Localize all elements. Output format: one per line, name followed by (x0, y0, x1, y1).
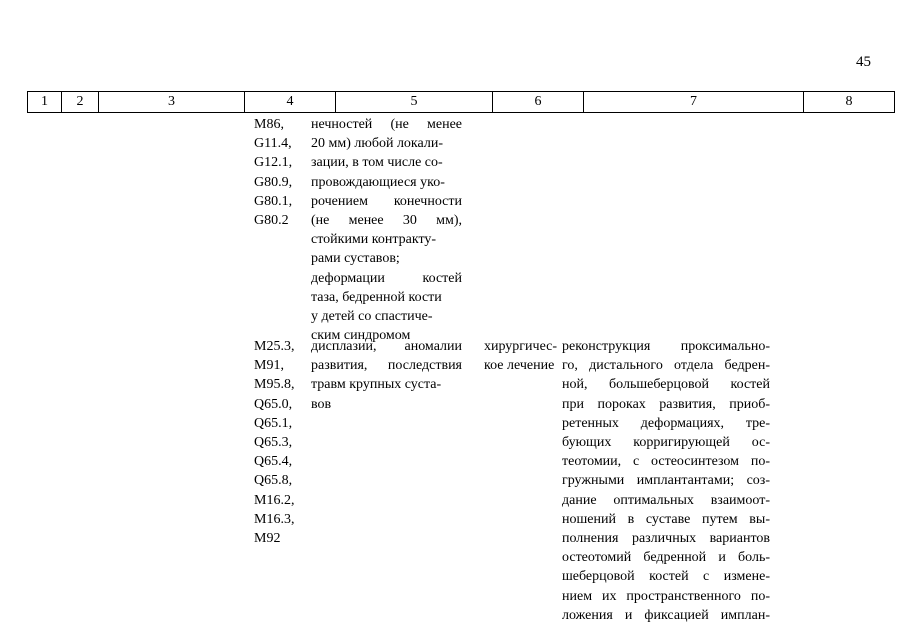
row2-method (562, 337, 770, 625)
page-number: 45 (856, 54, 871, 70)
description-line: у детей со спастиче- (311, 309, 433, 325)
column-header-2: 2 (62, 92, 99, 113)
treatment-line: кое лечение (484, 358, 555, 374)
description-line: развития, последствия (311, 358, 462, 374)
description-line: нечностей (не менее (311, 117, 462, 132)
column-header-8: 8 (804, 92, 895, 113)
column-header-6: 6 (493, 92, 584, 113)
description-line: деформации костей (311, 270, 462, 286)
method-line: ложения и фиксацией имплан- (562, 607, 770, 623)
description-line: рами суставов; (311, 251, 400, 267)
column-header-4: 4 (245, 92, 336, 113)
description-line: 20 мм) любой локали- (311, 136, 443, 152)
diagnosis-code: G80.2 (254, 213, 289, 229)
diagnosis-code: Q65.4, (254, 454, 293, 470)
diagnosis-code: M95.8, (254, 377, 295, 393)
row1-codes (254, 115, 292, 230)
diagnosis-code: M25.3, (254, 339, 295, 354)
method-line: при пороках развития, приоб- (562, 396, 770, 412)
diagnosis-code: Q65.3, (254, 435, 293, 451)
column-header-1: 1 (28, 92, 62, 113)
column-header-3: 3 (99, 92, 245, 113)
diagnosis-code: G80.1, (254, 193, 293, 209)
diagnosis-code: M92 (254, 531, 281, 547)
diagnosis-code: Q65.0, (254, 396, 293, 412)
method-line: ношений в суставе путем вы- (562, 511, 770, 527)
column-header-7: 7 (584, 92, 804, 113)
description-line: ским синдромом (311, 328, 411, 344)
description-line: рочением конечности (311, 193, 462, 209)
description-line: дисплазии, аномалии (311, 339, 462, 354)
method-line: дание оптимальных взаимоот- (562, 492, 770, 508)
description-line: травм крупных суста- (311, 377, 442, 393)
description-line: вов (311, 396, 332, 412)
method-line: бующих корригирующей ос- (562, 435, 770, 451)
column-header-5: 5 (336, 92, 493, 113)
diagnosis-code: Q65.1, (254, 415, 293, 431)
diagnosis-code: M16.2, (254, 492, 295, 508)
table-header (27, 91, 895, 113)
diagnosis-code: M91, (254, 358, 284, 374)
diagnosis-code: G12.1, (254, 155, 293, 171)
row2-codes (254, 337, 294, 548)
method-line: полнения различных вариантов (562, 531, 770, 547)
diagnosis-code: G11.4, (254, 136, 292, 152)
diagnosis-code: M86, (254, 117, 284, 132)
method-line: нием их пространственного по- (562, 588, 770, 604)
method-line: гружными имплантантами; соз- (562, 473, 770, 489)
method-line: ной, большеберцовой костей (562, 377, 770, 393)
description-line: (не менее 30 мм), (311, 213, 462, 229)
diagnosis-code: Q65.8, (254, 473, 293, 489)
method-line: шеберцовой костей с измене- (562, 569, 770, 585)
row2-description (311, 337, 462, 414)
description-line: таза, бедренной кости (311, 289, 442, 305)
treatment-line: хирургичес- (484, 339, 558, 354)
row1-description (311, 115, 462, 345)
method-line: теотомии, с остеосинтезом по- (562, 454, 770, 470)
description-line: зации, в том числе со- (311, 155, 443, 171)
method-line: остеотомий бедренной и боль- (562, 550, 770, 566)
method-line: го, дистального отдела бедрен- (562, 358, 770, 374)
description-line: стойкими контракту- (311, 232, 437, 248)
diagnosis-code: G80.9, (254, 174, 293, 190)
description-line: провождающиеся уко- (311, 174, 445, 190)
method-line: реконструкция проксимально- (562, 339, 770, 354)
diagnosis-code: M16.3, (254, 511, 295, 527)
method-line: ретенных деформациях, тре- (562, 415, 770, 431)
row2-treatment (484, 337, 557, 375)
